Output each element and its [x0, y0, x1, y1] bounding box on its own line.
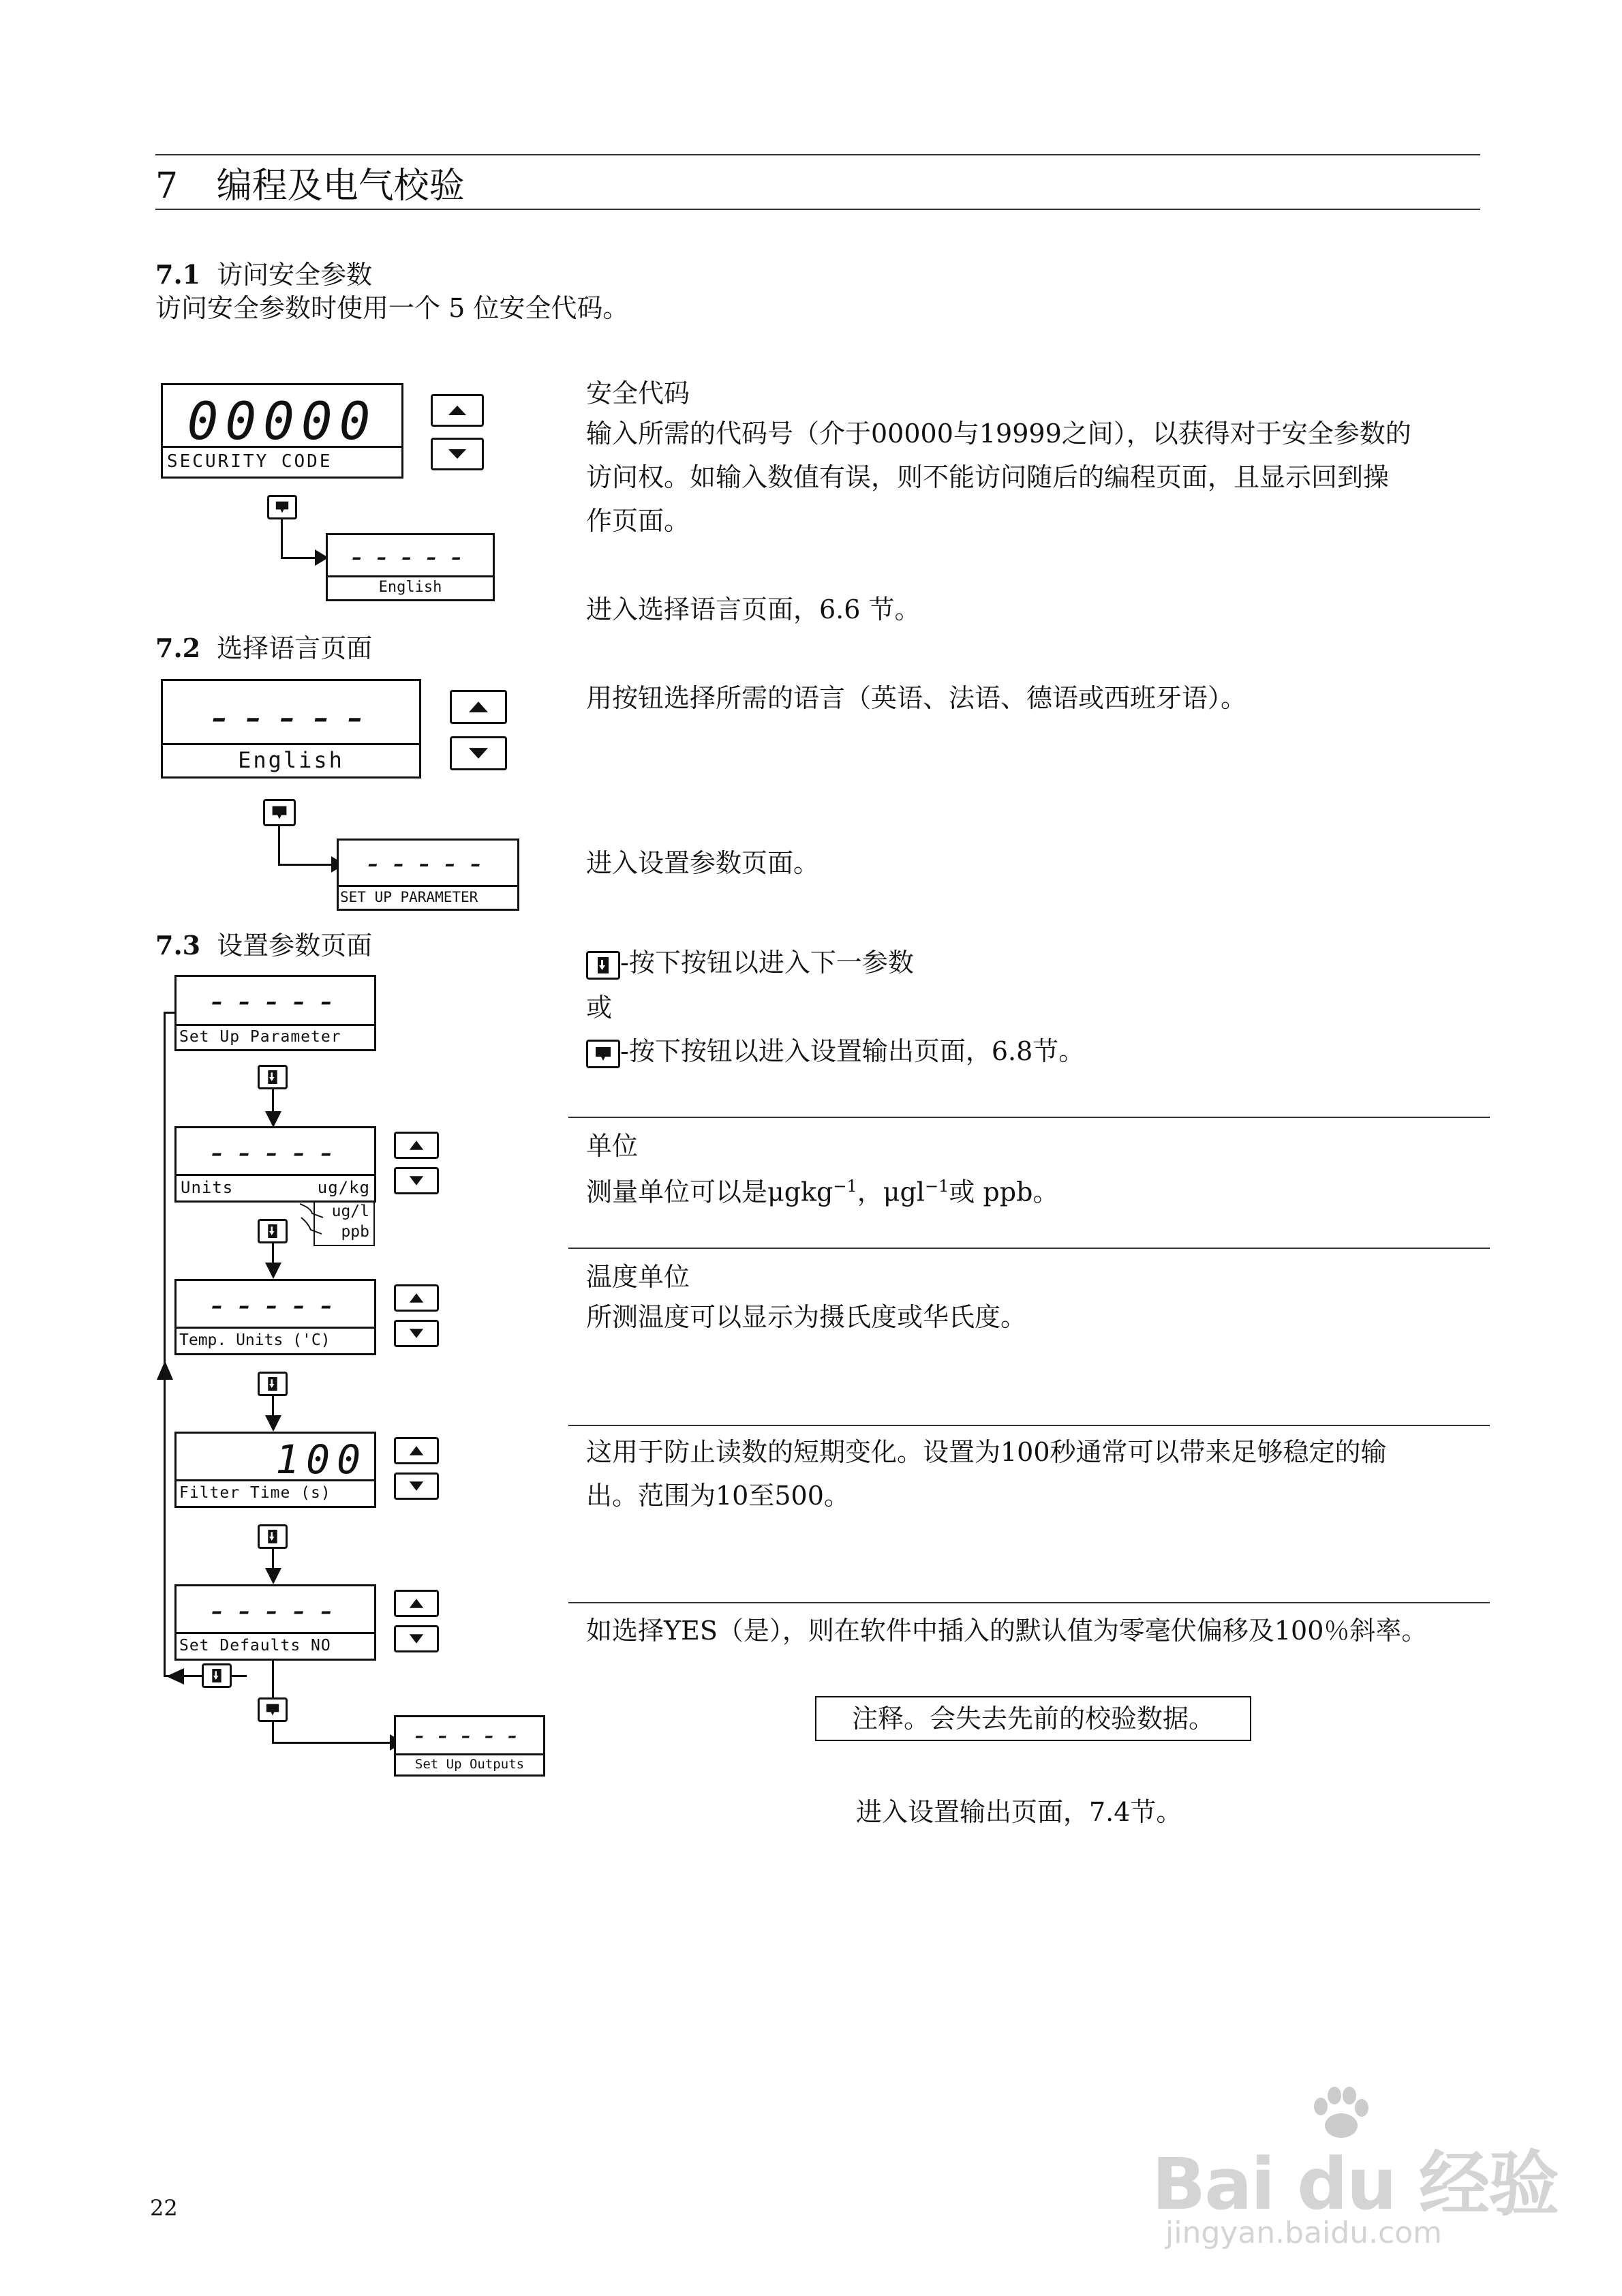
down-button[interactable] — [394, 1167, 439, 1194]
arrow-down-icon — [265, 1568, 281, 1584]
chapter-number: 7 — [155, 166, 179, 207]
triangle-up-icon — [396, 1439, 437, 1462]
triangle-up-icon — [396, 1134, 437, 1157]
next-parameter-key[interactable] — [258, 1524, 288, 1549]
up-button[interactable] — [431, 394, 484, 427]
temp-units-description: 所测温度可以显示为摄氏度或华氏度。 — [586, 1302, 1027, 1332]
filter-time-screen: 100 Filter Time (s) — [174, 1432, 376, 1508]
set-up-parameter-screen: ----- Set Up Parameter — [174, 975, 376, 1051]
return-key-icon — [260, 1700, 286, 1720]
chapter-title-text: 编程及电气校验 — [216, 166, 465, 207]
security-code-next: 进入选择语言页面，6.6 节。 — [586, 594, 921, 624]
arrow-left-icon — [166, 1668, 184, 1685]
down-button[interactable] — [394, 1625, 439, 1652]
down-button[interactable] — [394, 1472, 439, 1500]
triangle-down-icon — [396, 1475, 437, 1498]
set-up-outputs-display: ----- Set Up Outputs — [394, 1715, 545, 1777]
language-display: ----- English — [161, 679, 421, 779]
security-code-description: 输入所需的代码号（介于00000与19999之间），以获得对于安全参数的 访问权。如输入数值有误，则不能访问随后的编程页面，且显示回到操 作页面。 — [586, 419, 1411, 536]
next-parameter-key[interactable] — [258, 1372, 288, 1396]
enter-key[interactable] — [263, 799, 296, 826]
return-key-icon — [269, 497, 295, 517]
down-button[interactable] — [450, 736, 507, 770]
watermark-url: jingyan.baidu.com — [1165, 2216, 1443, 2250]
next-key-icon — [260, 1526, 286, 1547]
next-parameter-key[interactable] — [258, 1065, 288, 1089]
options-arc-icon — [299, 1203, 326, 1243]
triangle-up-icon — [396, 1286, 437, 1310]
page-number: 22 — [150, 2195, 178, 2221]
units-options: ug/l ppb — [313, 1201, 375, 1246]
arrow-down-icon — [265, 1415, 281, 1432]
calibration-note: 注释。会失去先前的校验数据。 — [815, 1696, 1251, 1741]
watermark-brand: Bai du 经验 — [1152, 2143, 1558, 2226]
triangle-down-icon — [396, 1627, 437, 1650]
arrow-down-icon — [265, 1263, 281, 1279]
security-code-heading: 安全代码 — [586, 378, 690, 408]
down-button[interactable] — [394, 1320, 439, 1347]
units-heading: 单位 — [586, 1131, 639, 1161]
triangle-down-icon — [452, 738, 505, 768]
up-button[interactable] — [394, 1590, 439, 1617]
language-next: 进入设置参数页面。 — [586, 848, 820, 878]
next-key-icon — [586, 951, 620, 980]
nav-outputs-line: -按下按钮以进入设置输出页面，6.8节。 — [586, 1029, 1084, 1073]
section-7-2-heading: 7.2 选择语言页面 — [155, 633, 373, 663]
set-up-parameter-display: ----- SET UP PARAMETER — [337, 839, 519, 911]
up-button[interactable] — [394, 1284, 439, 1312]
triangle-down-icon — [433, 440, 482, 468]
arrow-up-icon — [157, 1361, 173, 1380]
next-key-icon — [260, 1221, 286, 1241]
next-parameter-key[interactable] — [202, 1663, 232, 1688]
temp-units-screen: ----- Temp. Units ('C) — [174, 1279, 376, 1355]
section-7-1-heading: 7.1 访问安全参数 — [155, 259, 373, 290]
next-parameter-key[interactable] — [258, 1219, 288, 1243]
english-display: ----- English — [326, 533, 495, 601]
next-key-icon — [260, 1067, 286, 1087]
set-defaults-screen: ----- Set Defaults NO — [174, 1584, 376, 1661]
triangle-down-icon — [396, 1169, 437, 1192]
up-button[interactable] — [450, 690, 507, 724]
enter-key[interactable] — [258, 1697, 288, 1722]
triangle-up-icon — [452, 692, 505, 722]
nav-or: 或 — [586, 993, 613, 1023]
triangle-up-icon — [396, 1592, 437, 1615]
next-key-icon — [260, 1374, 286, 1394]
set-defaults-description: 如选择YES（是），则在软件中插入的默认值为零毫伏偏移及100％斜率。 — [586, 1616, 1428, 1646]
triangle-up-icon — [433, 396, 482, 425]
return-key-icon — [586, 1040, 620, 1068]
temp-units-heading: 温度单位 — [586, 1262, 690, 1292]
up-button[interactable] — [394, 1437, 439, 1464]
up-button[interactable] — [394, 1132, 439, 1159]
down-button[interactable] — [431, 438, 484, 470]
enter-key[interactable] — [267, 495, 297, 519]
security-code-display: 00000 SECURITY CODE — [161, 383, 403, 479]
filter-time-description: 这用于防止读数的短期变化。设置为100秒通常可以带来足够稳定的输 出。范围为10至500。 — [586, 1437, 1387, 1511]
return-key-icon — [265, 801, 294, 824]
triangle-down-icon — [396, 1322, 437, 1345]
watermark — [1152, 2086, 1558, 2256]
language-description: 用按钮选择所需的语言（英语、法语、德语或西班牙语）。 — [586, 683, 1247, 713]
section-7-1-intro: 访问安全参数时使用一个 5 位安全代码。 — [155, 293, 629, 323]
set-up-outputs-next: 进入设置输出页面，7.4节。 — [856, 1797, 1182, 1827]
nav-next-line: -按下按钮以进入下一参数 — [586, 941, 914, 984]
units-description: 测量单位可以是μgkg$^{-1}$，μgl$^{-1}$或 ppb。 — [586, 1177, 1059, 1207]
units-screen: ----- Units ug/kg — [174, 1126, 376, 1203]
chapter-title — [155, 157, 465, 208]
arrow-down-icon — [265, 1111, 281, 1128]
section-7-3-heading: 7.3 设置参数页面 — [155, 930, 373, 961]
next-key-icon — [204, 1665, 230, 1686]
